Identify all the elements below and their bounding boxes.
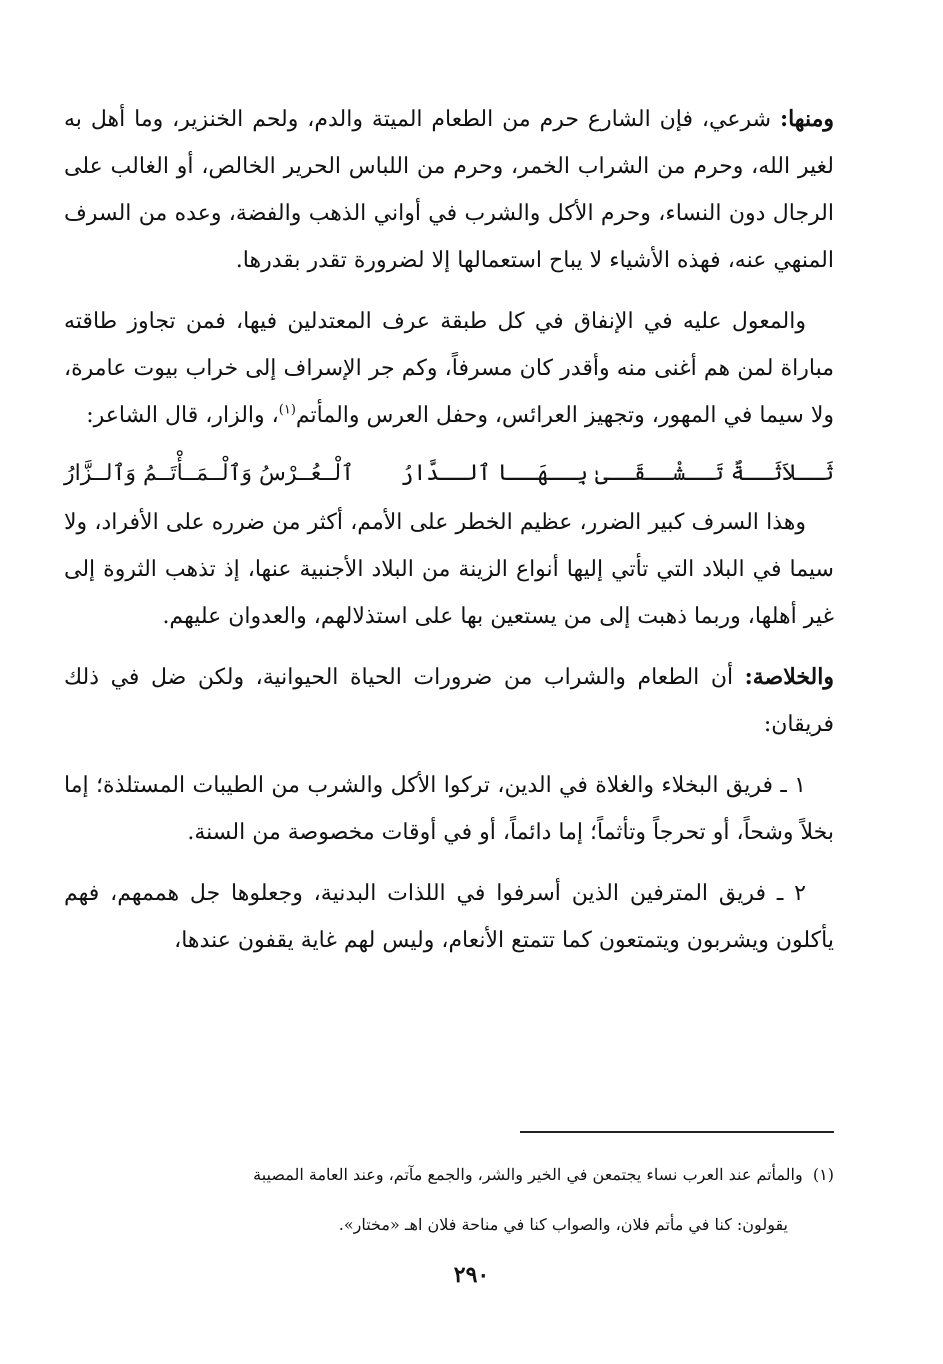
footnote-text: والمأتم عند العرب نساء يجتمعن في الخير والشر، والجمع مآتم، وعند العامة المصيبة bbox=[253, 1165, 803, 1184]
paragraph-text-after: ، والزار، قال الشاعر: bbox=[86, 403, 279, 428]
page-number: ٢٩٠ bbox=[453, 1262, 490, 1288]
poem-verse bbox=[64, 449, 834, 499]
footnotes bbox=[64, 1150, 834, 1250]
paragraph-text: شرعي، فإن الشارع حرم من الطعام الميتة والدم، ولحم الخنزير، وما أهل به لغير الله، وحرم من الشراب الخمر، وحرم من اللباس الحرير الخالص، أو الغالب على الرجال دون النساء، وحرم الأكل والشرب في أواني الذهب والفضة، وعده من السرف المنهي عنه، فهذه الأشياء لا يباح استعمالها إلا لضرورة تقدر بقدرها. bbox=[64, 107, 835, 273]
verse-second-hemistich: ٱلْــعُــرْسُ وَٱلْــمَــأْتَــمُ وَٱلــزَّارُ bbox=[64, 461, 355, 486]
paragraph-2 bbox=[64, 298, 834, 439]
paragraph-text: وهذا السرف كبير الضرر، عظيم الخطر على الأمم، أكثر من ضرره على الأفراد، ولا سيما في البلاد التي تأتي إليها أنواع الزينة من البلاد الأجنبية عنها، إذ تذهب الثروة إلى غير أهلها، وربما ذهبت إلى من يستعين بها على استذلالهم، والعدوان عليهم. bbox=[64, 510, 834, 629]
paragraph-text: أن الطعام والشراب من ضرورات الحياة الحيوانية، ولكن ضل في ذلك فريقان: bbox=[64, 665, 834, 737]
paragraph-lead: ومنها: bbox=[779, 106, 834, 132]
list-item-text: ١ ـ فريق البخلاء والغلاة في الدين، تركوا الأكل والشرب من الطيبات المستلذة؛ إما بخلاً وشحاً، أو تحرجاً وتأثماً؛ إما دائماً، أو في أوقات مخصوصة من السنة. bbox=[64, 773, 834, 845]
footnote-divider bbox=[520, 1131, 834, 1133]
paragraph-3 bbox=[64, 499, 834, 640]
paragraph-1 bbox=[64, 96, 834, 284]
paragraph-4 bbox=[64, 654, 834, 748]
footnote-number: (١) bbox=[812, 1165, 834, 1184]
verse-first-hemistich: ثَــلاَثَــةٌ تَــشْــقَــىٰ بِــهَــا ٱلــدَّارُ bbox=[400, 461, 834, 486]
footnote-line-1 bbox=[64, 1150, 834, 1200]
paragraph-lead: والخلاصة: bbox=[744, 664, 834, 690]
footnote-reference[interactable]: (١) bbox=[278, 402, 296, 418]
footnote-line-2: يقولون: كنا في مأتم فلان، والصواب كنا في مناحة فلان اهـ «مختار». bbox=[338, 1215, 788, 1234]
list-item-2 bbox=[64, 870, 834, 964]
list-item-text: ٢ ـ فريق المترفين الذين أسرفوا في اللذات البدنية، وجعلوها جل هممهم، فهم يأكلون ويشربون ويتمتعون كما تتمتع الأنعام، وليس لهم غاية يقفون عندها، bbox=[64, 881, 834, 953]
page-body bbox=[64, 96, 834, 964]
paragraph-text: والمعول عليه في الإنفاق في كل طبقة عرف المعتدلين فيها، فمن تجاوز طاقته مباراة لمن هم أغنى منه وأقدر كان مسرفاً، وكم جر الإسراف إلى خراب بيوت عامرة، ولا سيما في المهور، وتجهيز العرائس، وحفل العرس والمأتم bbox=[64, 309, 834, 428]
list-item-1 bbox=[64, 762, 834, 856]
